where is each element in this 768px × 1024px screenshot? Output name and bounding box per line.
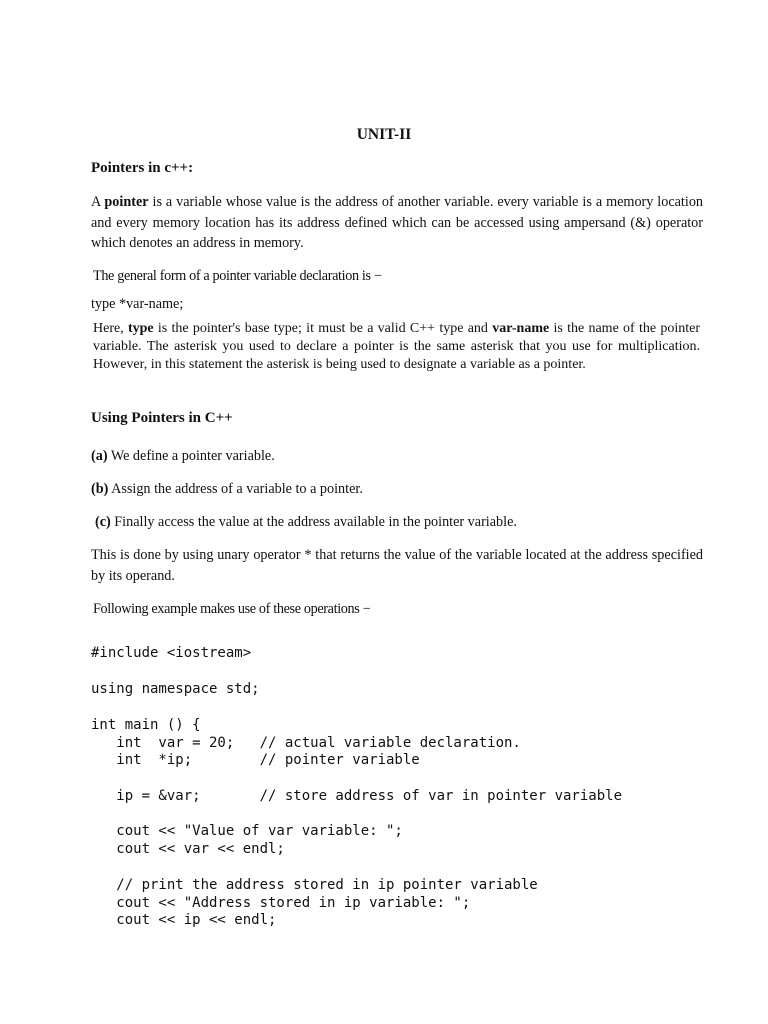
code-using-namespace: using namespace std; [91,681,260,697]
step-a-marker: (a) [91,448,108,464]
code-include: #include <iostream> [91,645,252,661]
here-text-1: Here, [93,321,128,336]
general-form-sentence: The general form of a pointer variable declaration is − [93,268,382,284]
term-type: type [127,321,154,336]
term-pointer: pointer [104,194,149,210]
code-assign-address: ip = &var; // store address of var in pointer variable [91,788,623,804]
example-intro: Following example makes use of these operations − [93,601,371,617]
section-heading-pointers: Pointers in c++: [91,160,194,176]
intro-paragraph [91,192,703,254]
step-a-text: We define a pointer variable. [107,448,275,464]
here-text-2: is the pointer's base type; it must be a valid C++ type and [153,321,493,336]
step-c-marker: (c) [95,514,111,530]
intro-text-rest: is a variable whose value is the address of another variable. every variable is a memory location and every memory location has its address defined which can be accessed using ampersand (&) operator which denotes an address in memory. [91,194,704,251]
step-c [95,512,707,533]
step-c-text: Finally access the value at the address available in the pointer variable. [110,514,517,530]
step-a [91,446,703,467]
unary-operator-paragraph: This is done by using unary operator * that returns the value of the variable located at the address specified by its operand. [91,547,703,584]
explanation-paragraph [93,320,700,374]
step-b-marker: (b) [91,481,109,497]
page-title: UNIT-II [356,126,412,143]
code-print-address: // print the address stored in ip pointer variable cout << "Address stored in ip variable: "; cout << ip << endl; [116,877,538,929]
code-print-value: cout << "Value of var variable: "; cout << var << endl; [116,823,403,857]
section-heading-using-pointers: Using Pointers in C++ [91,410,233,426]
step-b [91,479,703,500]
declaration-syntax: type *var-name; [91,296,184,312]
code-main-declarations: int main () { int var = 20; // actual variable declaration. int *ip; // pointer variable [91,717,521,769]
step-b-text: Assign the address of a variable to a pointer. [108,481,363,497]
here-text-3: is the name of the pointer variable. The asterisk you used to declare a pointer is the same asterisk that you use for multiplication. However, in this statement the asterisk is being used to designate a variable as a pointer. [93,321,700,372]
intro-text-start: A [91,194,105,210]
term-var-name: var-name [492,321,550,336]
